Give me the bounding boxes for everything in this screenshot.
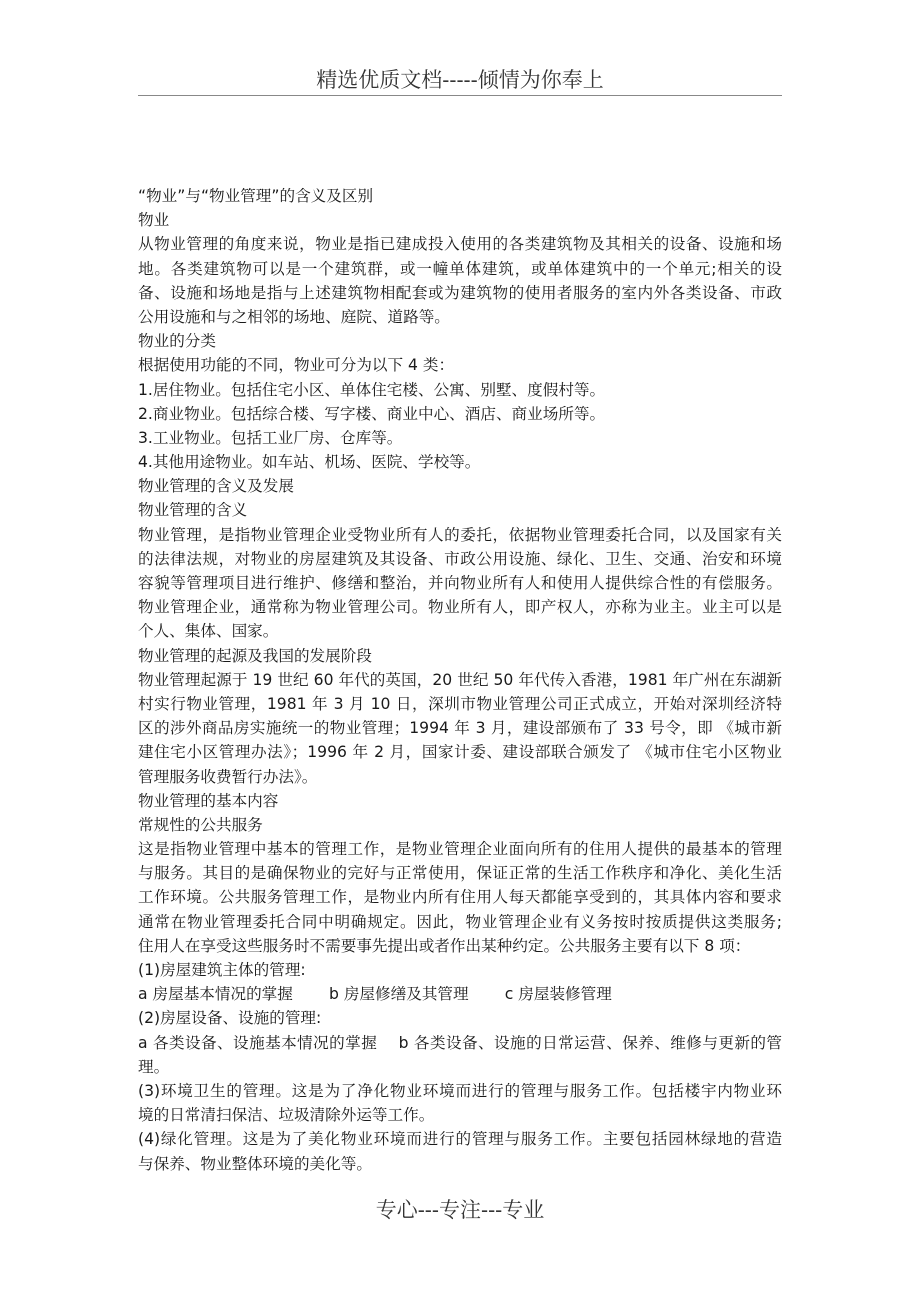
text-line: a 各类设备、设施基本情况的掌握 b 各类设备、设施的日常运营、保养、维修与更新的管 [138,1033,782,1052]
text-line: 2.商业物业。包括综合楼、写字楼、商业中心、酒店、商业场所等。 [138,404,606,423]
text-line: 物业管理，是指物业管理企业受物业所有人的委托，依据物业管理委托合同，以及国家有关 [138,525,782,544]
paragraph [138,450,782,474]
text-line: 地。各类建筑物可以是一个建筑群，或一幢单体建筑，或单体建筑中的一个单元;相关的设 [138,259,782,278]
header-divider [138,95,782,96]
paragraph [138,232,782,329]
text-line: 从物业管理的角度来说，物业是指已建成投入使用的各类建筑物及其相关的设备、设施和场 [138,235,782,254]
text-line: 管理服务收费暂行办法》。 [138,767,318,786]
paragraph [138,982,782,1006]
text-line: (2)房屋设备、设施的管理: [138,1009,322,1028]
text-line: 工作环境。公共服务管理工作，是物业内所有住用人每天都能享受到的，其具体内容和要求 [138,888,782,907]
paragraph [138,498,782,522]
paragraph [138,329,782,353]
paragraph [138,668,782,789]
text-line: 物业管理起源于 19 世纪 60 年代的英国，20 世纪 50 年代传入香港，1981 年广州在东湖新 [138,670,782,689]
text-line: 境的日常清扫保洁、垃圾清除外运等工作。 [138,1106,435,1125]
paragraph [138,644,782,668]
paragraph [138,474,782,498]
paragraph [138,402,782,426]
paragraph [138,426,782,450]
text-line: 理。 [138,1057,170,1076]
text-line: 1.居住物业。包括住宅小区、单体住宅楼、公寓、别墅、度假村等。 [138,380,606,399]
text-line: 通常在物业管理委托合同中明确规定。因此，物业管理企业有义务按时按质提供这类服务; [138,912,782,931]
text-line: 物业管理的含义 [138,501,248,520]
text-line: a 房屋基本情况的掌握 b 房屋修缮及其管理 c 房屋装修管理 [138,985,612,1004]
text-line: (4)绿化管理。这是为了美化物业环境而进行的管理与服务工作。主要包括园林绿地的营造 [138,1130,782,1149]
document-body [138,184,782,1176]
page-header: 精选优质文档-----倾情为你奉上 [316,68,604,92]
text-line: 3.工业物业。包括工业厂房、仓库等。 [138,428,403,447]
paragraph [138,813,782,837]
text-line: 住用人在享受这些服务时不需要事先提出或者作出某种约定。公共服务主要有以下 8 项： [138,936,751,955]
paragraph [138,523,782,644]
paragraph [138,184,782,208]
text-line: 公用设施和与之相邻的场地、庭院、道路等。 [138,307,450,326]
paragraph [138,958,782,982]
text-line: 物业管理的基本内容 [138,791,279,810]
text-line: 的法律法规，对物业的房屋建筑及其设备、市政公用设施、绿化、卫生、交通、治安和环境 [138,549,782,568]
text-line: 物业 [138,211,170,230]
text-line: 个人、集体、国家。 [138,622,279,641]
text-line: (1)房屋建筑主体的管理: [138,961,306,979]
paragraph [138,1079,782,1127]
text-line: 容貌等管理项目进行维护、修缮和整治，并向物业所有人和使用人提供综合性的有偿服务。 [138,574,782,592]
text-line: “物业”与“物业管理”的含义及区别 [138,187,374,205]
text-line: (3)环境卫生的管理。这是为了净化物业环境而进行的管理与服务工作。包括楼宇内物业环 [138,1081,782,1100]
paragraph [138,789,782,813]
text-line: 区的涉外商品房实施统一的物业管理；1994 年 3 月，建设部颁布了 33 号令，即 《城市新 [138,719,782,738]
text-line: 这是指物业管理中基本的管理工作，是物业管理企业面向所有的住用人提供的最基本的管理 [138,840,782,859]
paragraph [138,353,782,377]
paragraph [138,1127,782,1175]
text-line: 物业管理的起源及我国的发展阶段 [138,646,372,665]
paragraph [138,378,782,402]
paragraph [138,1006,782,1030]
text-line: 物业管理的含义及发展 [138,477,294,496]
text-line: 与服务。其目的是确保物业的完好与正常使用，保证正常的生活工作秩序和净化、美化生活 [138,864,782,883]
text-line: 建住宅小区管理办法》；1996 年 2 月，国家计委、建设部联合颁发了 《城市住宅小区物业 [138,743,782,762]
text-line: 与保养、物业整体环境的美化等。 [138,1154,372,1173]
text-line: 物业管理企业，通常称为物业管理公司。物业所有人，即产权人，亦称为业主。业主可以是 [138,598,782,617]
paragraph [138,208,782,232]
text-line: 备、设施和场地是指与上述建筑物相配套或为建筑物的使用者服务的室内外各类设备、市政 [138,283,782,302]
text-line: 物业的分类 [138,332,216,351]
page-footer: 专心---专注---专业 [375,1198,545,1222]
paragraph [138,837,782,958]
text-line: 根据使用功能的不同，物业可分为以下 4 类： [138,356,455,375]
text-line: 4.其他用途物业。如车站、机场、医院、学校等。 [138,453,481,472]
text-line: 常规性的公共服务 [138,815,263,834]
paragraph [138,1031,782,1079]
text-line: 村实行物业管理，1981 年 3 月 10 日，深圳市物业管理公司正式成立，开始对深圳经济特 [138,694,782,713]
